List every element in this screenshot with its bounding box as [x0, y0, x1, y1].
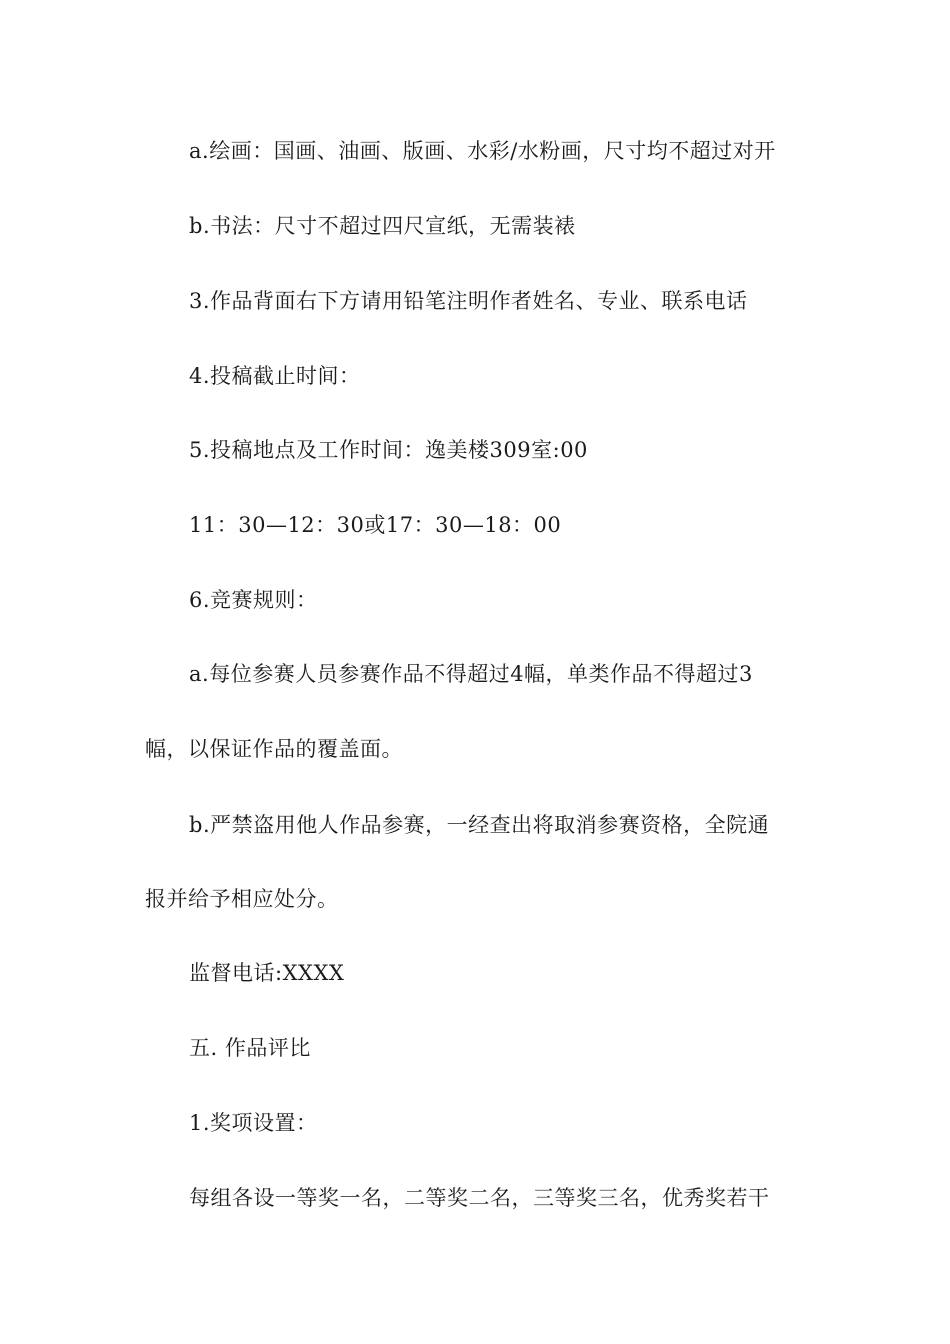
paragraph-working-hours: 11：30—12：30或17：30—18：00	[189, 513, 562, 537]
paragraph-deadline: 4.投稿截止时间：	[189, 364, 361, 388]
paragraph-rules-heading: 6.竞赛规则：	[189, 588, 318, 612]
paragraph-awards-heading: 1.奖项设置：	[189, 1111, 318, 1135]
paragraph-supervision-phone: 监督电话:XXXX	[189, 961, 345, 985]
paragraph-calligraphy-size: b.书法：尺寸不超过四尺宣纸，无需装裱	[189, 214, 576, 238]
paragraph-rule-a: a.每位参赛人员参赛作品不得超过4幅，单类作品不得超过3	[189, 662, 753, 686]
paragraph-label-requirements: 3.作品背面右下方请用铅笔注明作者姓名、专业、联系电话	[189, 289, 748, 313]
paragraph-rule-b: b.严禁盗用他人作品参赛，一经查出将取消参赛资格，全院通	[189, 813, 770, 837]
paragraph-rule-a-continued: 幅，以保证作品的覆盖面。	[145, 737, 403, 761]
paragraph-awards-detail: 每组各设一等奖一名，二等奖二名，三等奖三名，优秀奖若干	[189, 1186, 770, 1210]
paragraph-submission-location: 5.投稿地点及工作时间：逸美楼309室:00	[189, 438, 588, 462]
paragraph-painting-size: a.绘画：国画、油画、版画、水彩/水粉画，尺寸均不超过对开	[189, 139, 776, 163]
paragraph-rule-b-continued: 报并给予相应处分。	[145, 887, 339, 911]
section-heading-evaluation: 五. 作品评比	[189, 1036, 311, 1060]
